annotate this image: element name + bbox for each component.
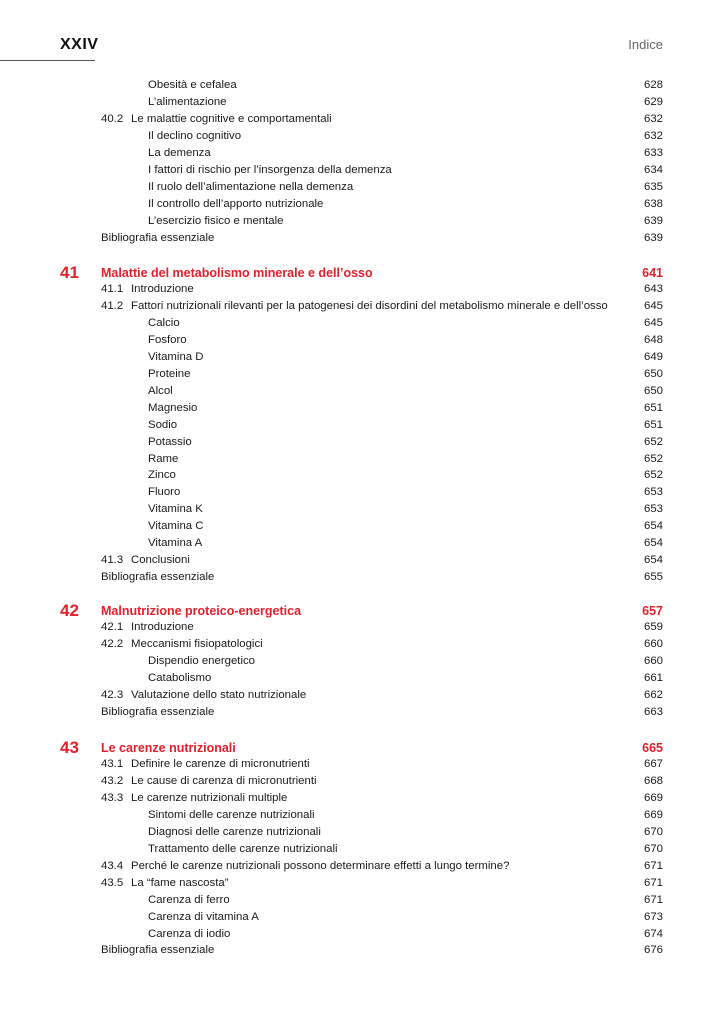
toc-entry[interactable] <box>0 619 723 636</box>
entry-title: Bibliografia essenziale <box>101 705 215 718</box>
entry-title: Il declino cognitivo <box>148 129 242 142</box>
chapter-page: 665 <box>642 741 663 755</box>
entry-page: 673 <box>643 910 663 923</box>
chapter-page: 657 <box>642 604 663 618</box>
toc-entry[interactable] <box>0 383 723 400</box>
toc-entry[interactable] <box>0 366 723 383</box>
toc-entry[interactable] <box>0 196 723 213</box>
entry-page: 676 <box>643 944 663 957</box>
entry-title: Bibliografia essenziale <box>101 571 215 584</box>
entry-page: 629 <box>643 95 663 108</box>
entry-number: 43.2 <box>101 774 124 787</box>
toc-entry[interactable] <box>0 518 723 535</box>
entry-page: 663 <box>643 705 663 718</box>
entry-page: 654 <box>643 554 663 567</box>
entry-title: Calcio <box>148 316 180 329</box>
toc-entry[interactable] <box>0 909 723 926</box>
toc-entry[interactable] <box>0 400 723 417</box>
entry-number: 43.5 <box>101 876 124 889</box>
entry-title: Valutazione dello stato nutrizionale <box>131 688 307 701</box>
entry-number: 41.2 <box>101 299 124 312</box>
entry-title: Alcol <box>148 384 173 397</box>
entry-title: Vitamina A <box>148 537 203 550</box>
entry-page: 633 <box>643 146 663 159</box>
entry-title: Le malattie cognitive e comportamentali <box>131 112 332 125</box>
entry-page: 659 <box>643 621 663 633</box>
entry-title: Le cause di carenza di micronutrienti <box>131 774 317 787</box>
entry-page: 668 <box>643 774 663 787</box>
entry-number: 41.3 <box>101 554 124 567</box>
entry-title: L’esercizio fisico e mentale <box>148 214 284 227</box>
entry-title: Introduzione <box>131 621 194 633</box>
entry-title: Fluoro <box>148 486 181 499</box>
entry-page: 670 <box>643 825 663 838</box>
entry-page: 660 <box>643 654 663 667</box>
toc-entry[interactable] <box>0 552 723 569</box>
entry-number: 41.1 <box>101 283 124 295</box>
entry-title: Vitamina K <box>148 503 203 516</box>
entry-page: 674 <box>643 927 663 940</box>
entry-page: 649 <box>643 350 663 363</box>
entry-title: Meccanismi fisiopatologici <box>131 637 263 650</box>
chapter-title: Malnutrizione proteico-energetica <box>101 604 302 618</box>
toc-entry[interactable] <box>0 824 723 841</box>
entry-page: 669 <box>643 808 663 821</box>
entry-title: Il controllo dell’apporto nutrizionale <box>148 197 324 210</box>
toc-entry[interactable] <box>0 687 723 704</box>
chapter-title: Le carenze nutrizionali <box>101 741 236 755</box>
entry-title: Rame <box>148 452 179 465</box>
toc-entry[interactable] <box>0 892 723 909</box>
toc-entry[interactable] <box>0 773 723 790</box>
toc-entry[interactable] <box>0 858 723 875</box>
toc-entry[interactable] <box>0 349 723 366</box>
entry-page: 632 <box>643 112 663 125</box>
entry-page: 652 <box>643 435 663 448</box>
toc-entry[interactable] <box>0 332 723 349</box>
chapter-title: Malattie del metabolismo minerale e dell’osso <box>101 266 373 280</box>
toc-entry[interactable] <box>0 807 723 824</box>
entry-title: Sodio <box>148 418 178 431</box>
entry-page: 652 <box>643 452 663 465</box>
entry-title: Vitamina D <box>148 350 204 363</box>
entry-title: Potassio <box>148 435 192 448</box>
chapter-number: 43 <box>60 738 79 757</box>
entry-number: 42.1 <box>101 621 124 633</box>
toc-entry[interactable] <box>0 230 723 247</box>
entry-page: 651 <box>643 401 663 414</box>
entry-page: 639 <box>643 231 663 244</box>
entry-page: 669 <box>643 791 663 804</box>
entry-page: 650 <box>643 384 663 397</box>
entry-title: Diagnosi delle carenze nutrizionali <box>148 825 321 838</box>
entry-number: 43.4 <box>101 859 124 872</box>
entry-title: Magnesio <box>148 401 198 414</box>
entry-title: Definire le carenze di micronutrienti <box>131 758 310 770</box>
entry-page: 632 <box>643 129 663 142</box>
entry-page: 638 <box>643 197 663 210</box>
entry-title: Dispendio energetico <box>148 654 256 667</box>
entry-number: 42.3 <box>101 688 124 701</box>
entry-page: 628 <box>643 79 663 91</box>
toc-entry[interactable] <box>0 111 723 128</box>
entry-title: Carenza di ferro <box>148 893 230 906</box>
entry-page: 634 <box>643 163 663 176</box>
entry-title: Carenza di vitamina A <box>148 910 259 923</box>
toc-entry[interactable] <box>0 942 723 959</box>
entry-title: L’alimentazione <box>148 95 227 108</box>
entry-page: 645 <box>643 316 663 329</box>
entry-page: 645 <box>643 299 663 312</box>
entry-title: Fosforo <box>148 333 187 346</box>
toc-entry[interactable] <box>0 790 723 807</box>
entry-number: 40.2 <box>101 112 124 125</box>
toc-entry[interactable] <box>0 77 723 94</box>
entry-page: 653 <box>643 503 663 516</box>
entry-number: 43.3 <box>101 791 124 804</box>
toc-entry[interactable] <box>0 653 723 670</box>
toc-entry[interactable] <box>0 315 723 332</box>
entry-page: 671 <box>643 893 663 906</box>
entry-title: Zinco <box>148 469 176 482</box>
entry-title: Conclusioni <box>131 554 190 567</box>
entry-page: 652 <box>643 469 663 482</box>
entry-page: 653 <box>643 486 663 499</box>
entry-title: I fattori di rischio per l’insorgenza della demenza <box>148 163 392 176</box>
toc-entry[interactable] <box>0 569 723 586</box>
toc-entry[interactable] <box>0 179 723 196</box>
toc-entry[interactable] <box>0 670 723 687</box>
toc-entry[interactable] <box>0 434 723 451</box>
entry-title: Perché le carenze nutrizionali possono determinare effetti a lungo termine? <box>131 859 510 872</box>
toc-entry[interactable] <box>0 704 723 721</box>
section-title: Indice <box>628 37 663 52</box>
entry-title: Introduzione <box>131 283 194 295</box>
toc-entry[interactable] <box>0 213 723 230</box>
toc-entry[interactable] <box>0 417 723 434</box>
toc-entry[interactable] <box>0 875 723 892</box>
entry-title: Catabolismo <box>148 671 212 684</box>
entry-title: Bibliografia essenziale <box>101 944 215 957</box>
entry-title: Bibliografia essenziale <box>101 231 215 244</box>
entry-page: 654 <box>643 520 663 533</box>
toc-entry[interactable] <box>0 281 723 298</box>
entry-page: 650 <box>643 367 663 380</box>
entry-page: 670 <box>643 842 663 855</box>
entry-title: Fattori nutrizionali rilevanti per la patogenesi dei disordini del metabolismo minerale e dell’osso <box>131 299 608 312</box>
chapter-number: 41 <box>60 263 79 282</box>
entry-page: 667 <box>643 758 663 770</box>
entry-title: Obesità e cefalea <box>148 79 237 91</box>
entry-page: 643 <box>643 283 663 295</box>
entry-title: Proteine <box>148 367 191 380</box>
toc-entry[interactable] <box>0 756 723 773</box>
toc-entry[interactable] <box>0 926 723 943</box>
page-number: XXIV <box>60 36 99 53</box>
toc-entry[interactable] <box>0 298 723 315</box>
entry-title: Trattamento delle carenze nutrizionali <box>148 842 338 855</box>
entry-page: 661 <box>643 671 663 684</box>
entry-page: 671 <box>643 876 663 889</box>
entry-page: 648 <box>643 333 663 346</box>
entry-page: 635 <box>643 180 663 193</box>
entry-title: Le carenze nutrizionali multiple <box>131 791 288 804</box>
entry-page: 655 <box>643 571 663 584</box>
chapter-number: 42 <box>60 601 79 620</box>
toc-entry[interactable] <box>0 128 723 145</box>
toc-entry[interactable] <box>0 467 723 484</box>
entry-page: 660 <box>643 637 663 650</box>
header-rule <box>0 60 95 61</box>
entry-title: Carenza di iodio <box>148 927 231 940</box>
toc-entry[interactable] <box>0 636 723 653</box>
entry-page: 651 <box>643 418 663 431</box>
toc-entry[interactable] <box>0 94 723 111</box>
toc-entry[interactable] <box>0 484 723 501</box>
toc-entry[interactable] <box>0 841 723 858</box>
entry-title: Vitamina C <box>148 520 204 533</box>
entry-title: Sintomi delle carenze nutrizionali <box>148 808 315 821</box>
entry-number: 43.1 <box>101 758 124 770</box>
entry-title: La “fame nascosta” <box>131 876 229 889</box>
toc-entry[interactable] <box>0 162 723 179</box>
entry-title: Il ruolo dell’alimentazione nella demenza <box>148 180 354 193</box>
entry-page: 639 <box>643 214 663 227</box>
entry-page: 671 <box>643 859 663 872</box>
entry-title: La demenza <box>148 146 211 159</box>
toc-entry[interactable] <box>0 535 723 552</box>
entry-page: 654 <box>643 537 663 550</box>
entry-page: 662 <box>643 688 663 701</box>
toc-entry[interactable] <box>0 451 723 468</box>
chapter-page: 641 <box>642 266 663 280</box>
toc-entry[interactable] <box>0 145 723 162</box>
entry-number: 42.2 <box>101 637 124 650</box>
toc-entry[interactable] <box>0 501 723 518</box>
